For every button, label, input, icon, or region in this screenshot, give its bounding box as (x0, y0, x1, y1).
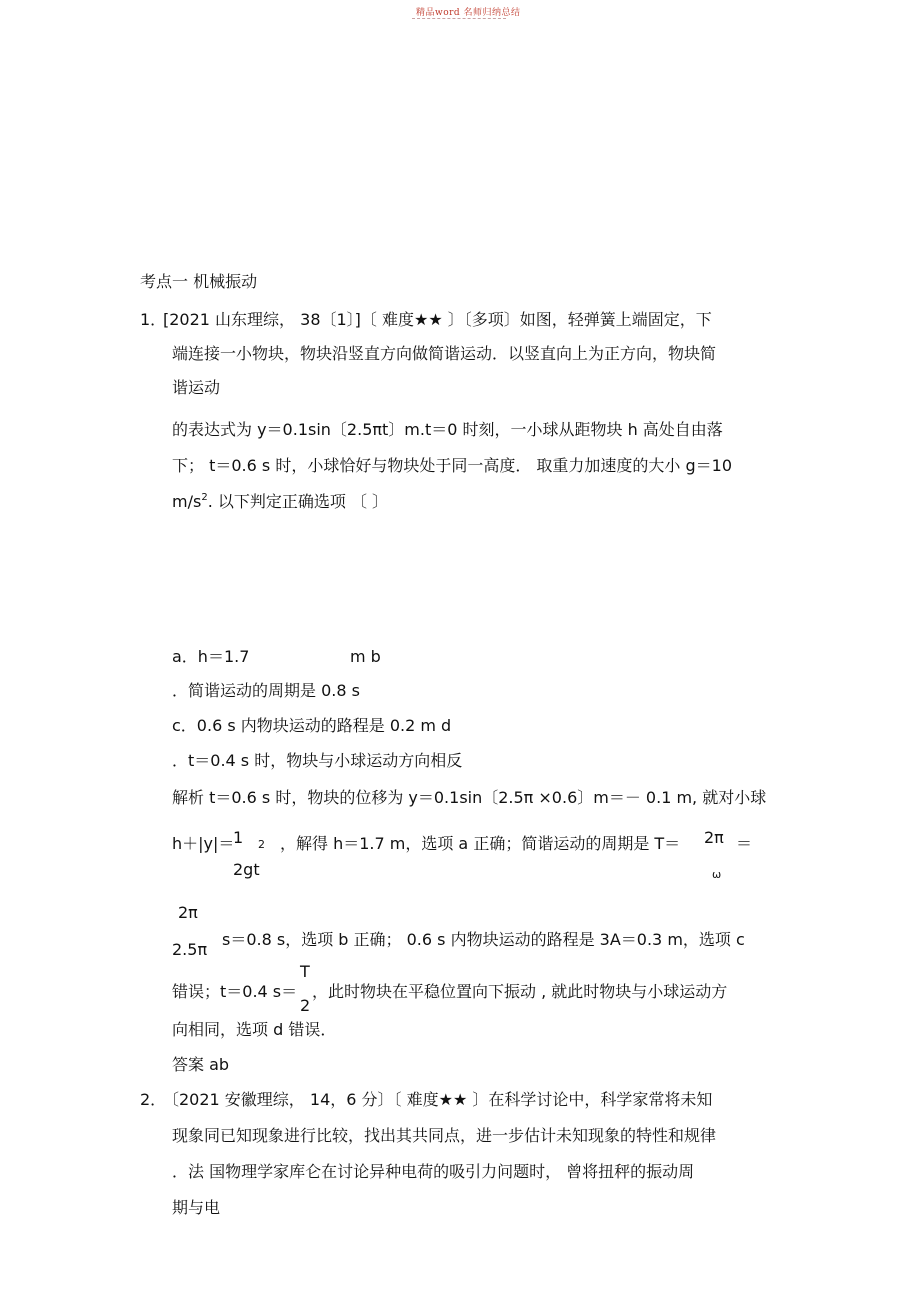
exponent: 2 (258, 838, 265, 851)
solution-line: ，解得 h＝1.7 m，选项 a 正确；简谐运动的周期是 T＝ (280, 834, 681, 853)
superscript: 2 (201, 492, 208, 503)
solution-line: 解析 t＝0.6 s 时，物块的位移为 y＝0.1sin〔2.5π ×0.6〕m＝－ 0.1 m, 就对小球 (172, 788, 767, 807)
question-text-line: 谐运动 (172, 378, 221, 397)
question-text-line: 期与电 (172, 1198, 221, 1217)
answer-line: 答案 ab (172, 1055, 230, 1074)
question-text-line: 现象同已知现象进行比较，找出其共同点，进一步估计未知现象的特性和规律 (172, 1126, 717, 1145)
fraction-numerator: 2π (178, 903, 198, 922)
solution-line: 错误；t＝0.4 s＝ (172, 982, 298, 1001)
question-text-line: [2021 山东理综， 38〔1〕]〔 难度★★ 〕〔多项〕如图，轻弹簧上端固定，下 (163, 310, 712, 329)
fraction-denominator: 2gt (233, 860, 260, 879)
omega-symbol: ω (712, 868, 722, 881)
question-text-line (172, 492, 388, 515)
header-divider (412, 18, 506, 19)
question-text-line: 的表达式为 y＝0.1sin〔2.5πt〕m.t＝0 时刻，一小球从距物块 h 高处自由落 (172, 420, 723, 439)
option-b: ．简谐运动的周期是 0.8 s (172, 681, 360, 700)
solution-line: s＝0.8 s，选项 b 正确； 0.6 s 内物块运动的路程是 3A＝0.3 m，选项 c (222, 930, 745, 949)
question-number: 1． (140, 310, 167, 329)
solution-line: 向相同，选项 d 错误． (172, 1020, 337, 1039)
option-c: c．0.6 s 内物块运动的路程是 0.2 m d (172, 716, 452, 735)
question-text-line: 〔2021 安徽理综， 14，6 分〕〔 难度★★ 〕在科学讨论中，科学家常将未知 (163, 1090, 713, 1109)
header-watermark: 精品word 名师归纳总结 (416, 8, 521, 18)
solution-line: ，此时物块在平稳位置向下振动 , 就此时物块与小球运动方 (312, 982, 728, 1001)
equals-sign: ＝ (736, 834, 753, 853)
section-title: 考点一 机械振动 (140, 272, 258, 291)
question-text-line: ．法 国物理学家库仑在讨论异种电荷的吸引力问题时， 曾将扭秤的振动周 (172, 1162, 695, 1181)
question-text-line: 端连接一小物块，物块沿竖直方向做简谐运动．以竖直向上为正方向，物块简 (172, 344, 717, 363)
option-a: a．h＝1.7 (172, 647, 250, 666)
option-d: ．t＝0.4 s 时，物块与小球运动方向相反 (172, 751, 463, 770)
fraction-numerator: T (300, 962, 310, 981)
question-text-line: 下； t＝0.6 s 时，小球恰好与物块处于同一高度． 取重力加速度的大小 g＝10 (172, 456, 733, 475)
solution-line: h＋|y|＝ (172, 834, 235, 853)
fraction-numerator: 1 (233, 828, 244, 847)
question-tail: . 以下判定正确选项 〔 〕 (207, 492, 389, 511)
unit-text: m/s (172, 492, 202, 511)
fraction-numerator: 2π (704, 828, 724, 847)
fraction-denominator: 2 (300, 996, 311, 1015)
option-a-tail: m b (350, 647, 381, 666)
fraction-denominator: 2.5π (172, 940, 208, 959)
question-number: 2． (140, 1090, 167, 1109)
